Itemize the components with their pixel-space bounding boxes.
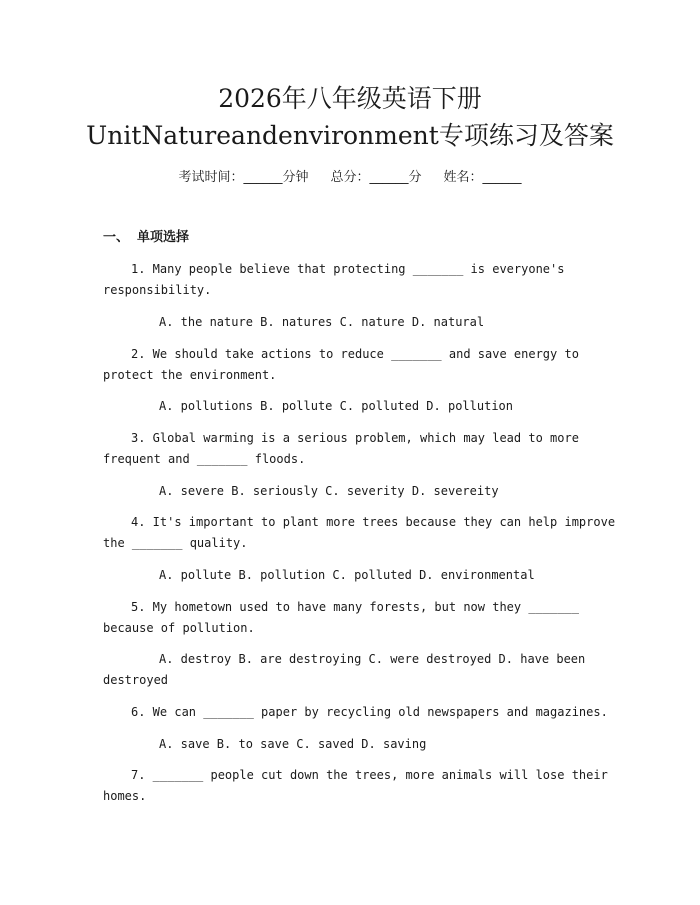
page-title-line2: UnitNatureandenvironment专项练习及答案	[86, 121, 614, 150]
question-3-line1: 3. Global warming is a serious problem, which may lead to more	[131, 431, 579, 445]
question-2-line2: protect the environment.	[103, 368, 277, 382]
question-7-line1: 7. _______ people cut down the trees, more animals will lose their	[131, 768, 608, 782]
name-label: 姓名：______	[443, 170, 522, 185]
question-2-line1: 2. We should take actions to reduce _______ and save energy to	[131, 347, 579, 361]
section-title: 单项选择	[137, 230, 190, 245]
question-5-options: A. destroy B. are destroying C. were destroyed D. have been	[159, 652, 586, 666]
question-4-line2: the _______ quality.	[103, 536, 248, 550]
question-1-options: A. the nature B. natures C. nature D. natural	[159, 315, 485, 329]
question-7-line2: homes.	[103, 789, 147, 803]
question-6-line1: 6. We can _______ paper by recycling old newspapers and magazines.	[131, 705, 608, 719]
question-4-line1: 4. It's important to plant more trees because they can help improve	[131, 515, 616, 529]
section-number: 一、	[103, 230, 130, 245]
page-title-line1: 2026年八年级英语下册	[218, 84, 482, 113]
exam-meta	[0, 169, 700, 187]
question-1-line1: 1. Many people believe that protecting _______ is everyone's	[131, 262, 565, 276]
question-1-line2: responsibility.	[103, 283, 212, 297]
question-3-options: A. severe B. seriously C. severity D. severeity	[159, 484, 499, 498]
question-5-options-cont: destroyed	[103, 673, 169, 687]
question-5-line1: 5. My hometown used to have many forests, but now they _______	[131, 600, 579, 614]
exam-time-label: 考试时间：______分钟	[178, 170, 309, 185]
question-4-options: A. pollute B. pollution C. polluted D. environmental	[159, 568, 535, 582]
score-label: 总分：______分	[330, 170, 422, 185]
question-3-line2: frequent and _______ floods.	[103, 452, 306, 466]
question-5-line2: because of pollution.	[103, 621, 255, 635]
section-heading	[103, 229, 189, 247]
question-2-options: A. pollutions B. pollute C. polluted D. pollution	[159, 399, 514, 413]
question-6-options: A. save B. to save C. saved D. saving	[159, 737, 427, 751]
